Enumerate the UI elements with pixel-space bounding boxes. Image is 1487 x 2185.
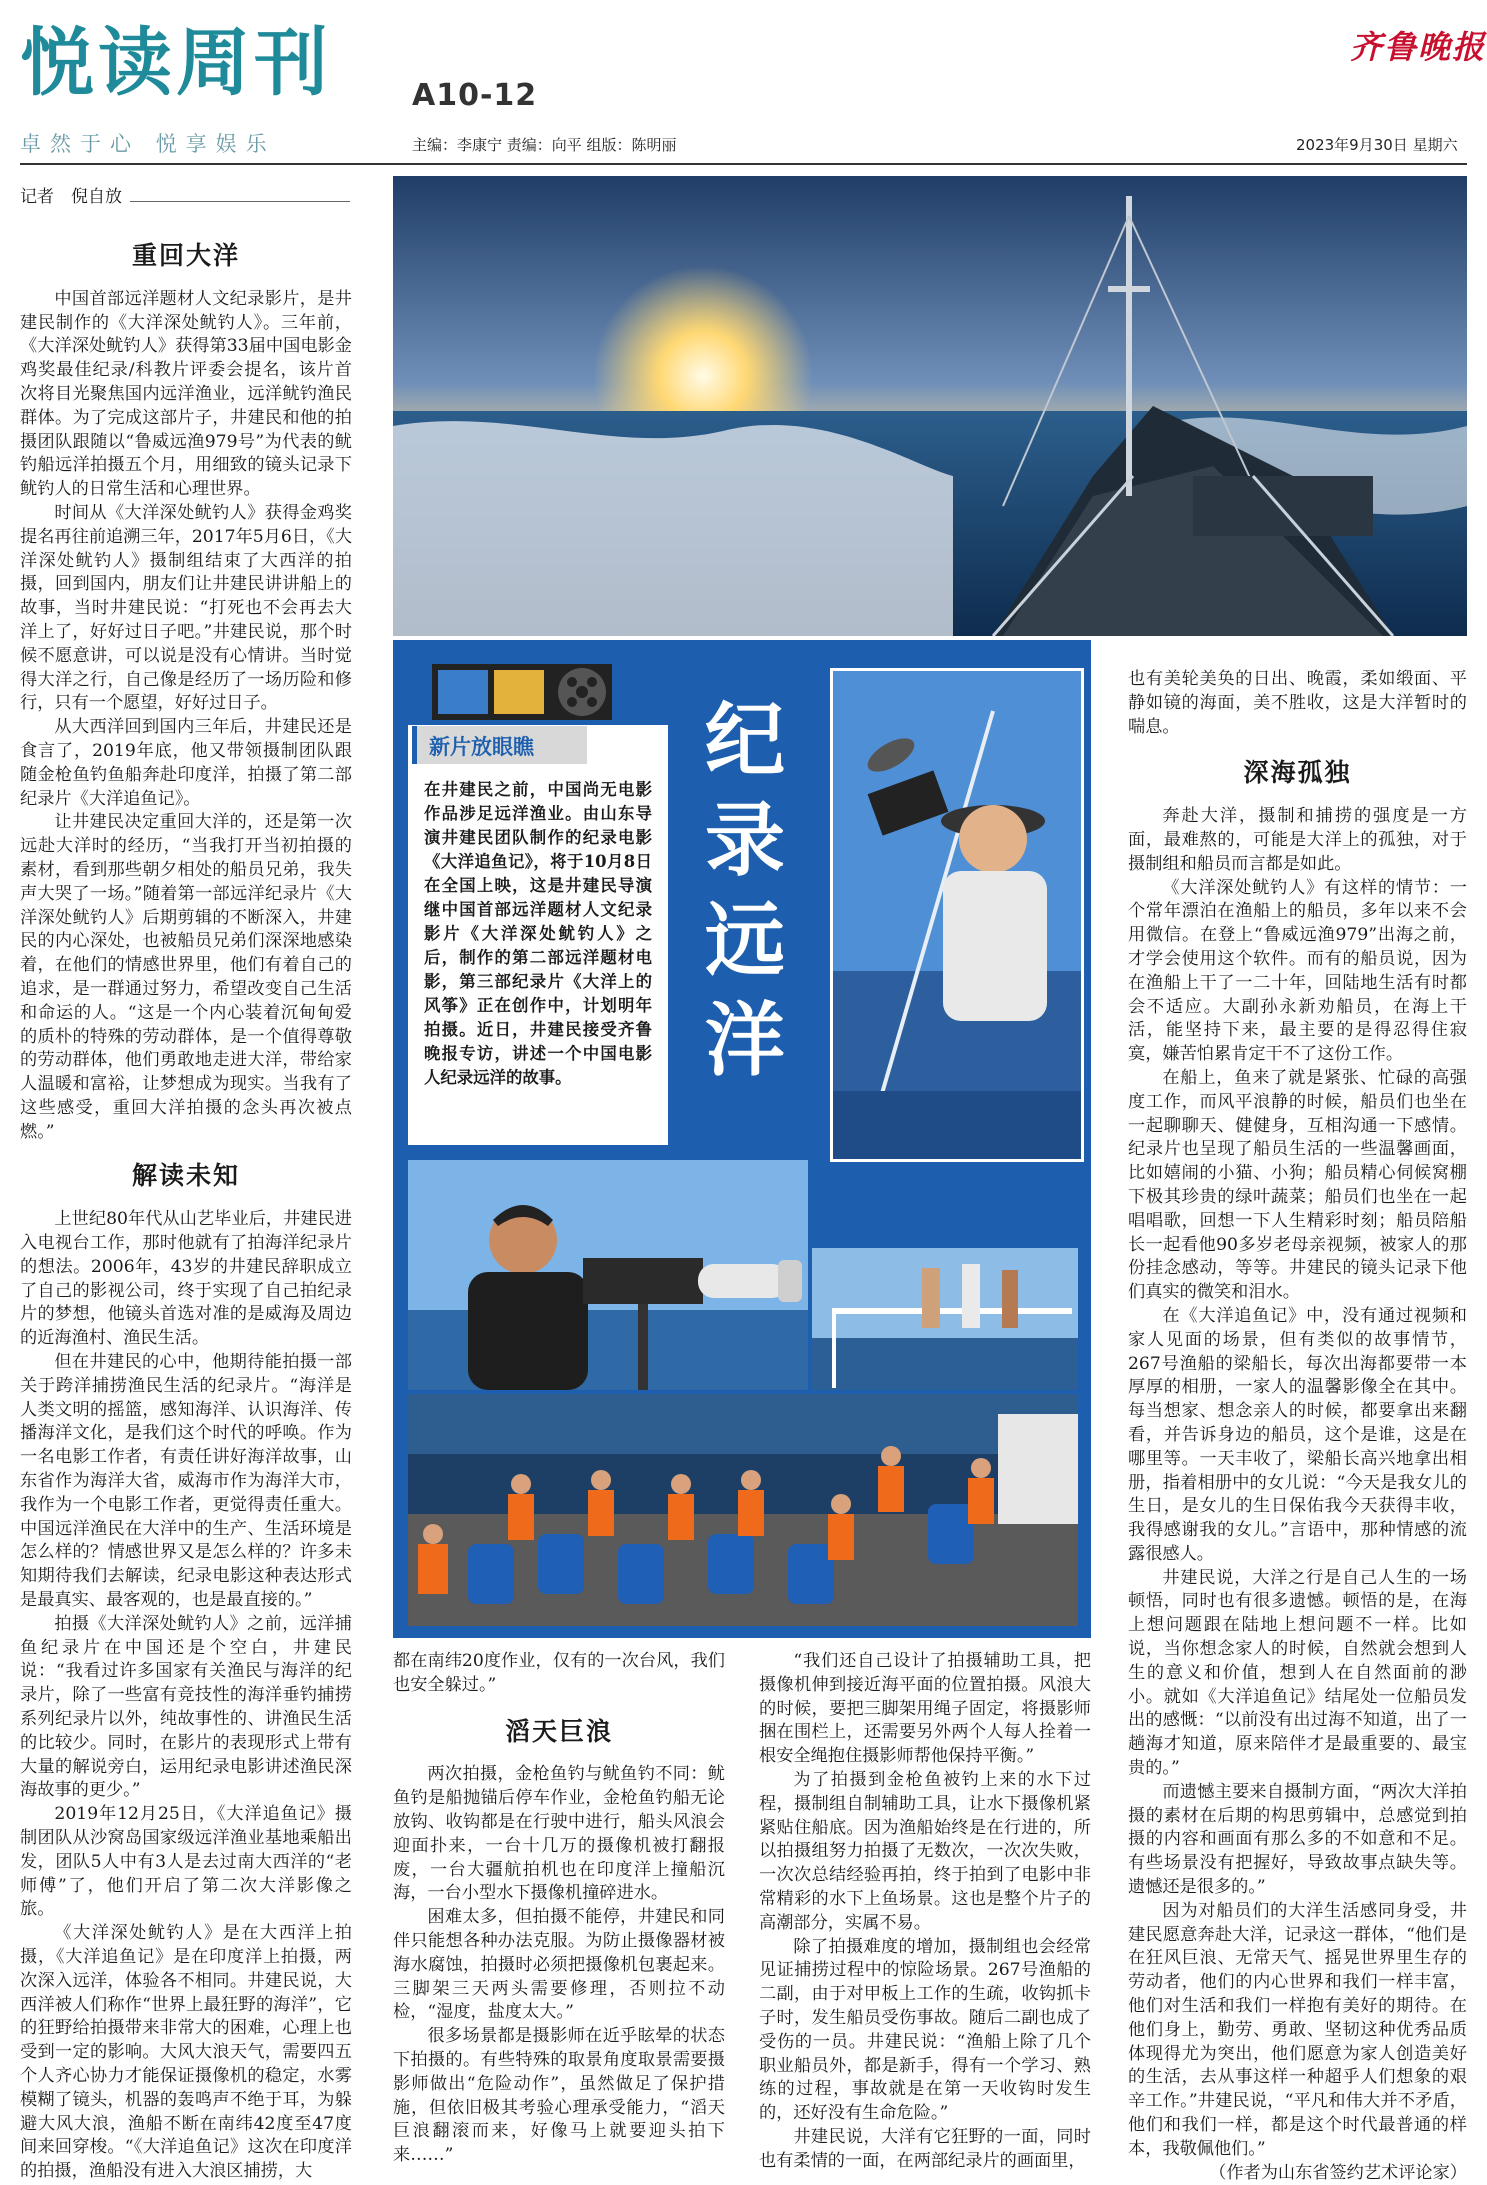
ship-bow-image — [393, 176, 1467, 636]
man-tripod-image — [408, 1160, 808, 1390]
paragraph: 拍摄《大洋深处鱿钓人》之前，远洋捕鱼纪录片在中国还是个空白，井建民说：“我看过许多国家有关渔民与海洋的纪录片，除了一些富有竞技性的海洋垂钓捕捞系列纪录片以外，纯故事性的、讲渔民生活的比较少。同时，在影片的表现形式上带有大量的解说旁白，运用纪录电影讲述渔民深海故事的更少。” — [20, 1613, 352, 1801]
paragraph: 也有美轮美奂的日出、晚霞，柔如缎面、平静如镜的海面，美不胜收，这是大洋暂时的喘息。 — [1128, 669, 1467, 737]
article-column-3 — [759, 1650, 1091, 2174]
paragraph: 因为对船员们的大洋生活感同身受，井建民愿意奔赴大洋，记录这一群体，“他们是在狂风巨浪、无常天气、摇晃世界里生存的劳动者，他们的内心世界和我们一样丰富，他们对生活和我们一样抱有美好的期待。在他们身上，勤劳、勇敢、坚韧这种优秀品质体现得尤为突出，他们愿意为家人创造美好的生活，去从事这样一种超乎人们想象的艰辛工作。”井建民说，“平凡和伟大并不矛盾，他们和我们一样，都是这个时代最普通的样本，我敬佩他们。” — [1128, 1900, 1467, 2159]
film-reel-icon — [432, 660, 612, 724]
paper-logo: 齐鲁晚报 — [1350, 28, 1487, 66]
section-heading: 解读未知 — [131, 1161, 240, 1191]
paragraph: 困难太多，但拍摄不能停，井建民和同伴只能想各种办法克服。为防止摄像器材被海水腐蚀，拍摄时必须把摄像机包裹起来。三脚架三天两头需要修理，否则拉不动检，“湿度，盐度太大。” — [393, 1907, 725, 2023]
paragraph: 都在南纬20度作业，仅有的一次台风，我们也安全躲过。” — [393, 1651, 725, 1695]
byline: 记者 倪自放 — [20, 187, 122, 207]
paragraph: 中国首部远洋题材人文纪录影片，是井建民制作的《大洋深处鱿钓人》。三年前，《大洋深处鱿钓人》获得第33届中国电影金鸡奖最佳纪录/科教片评委会提名，该片首次将目光聚焦国内远洋渔业，远洋鱿钓渔民群体。为了完成这部片子，井建民和他的拍摄团队跟随以“鲁威远渔979号”为代表的鱿钓船远洋拍摄五个月，用细致的镜头记录下鱿钓人的日常生活和心理世界。 — [20, 288, 352, 500]
page-number: A10-12 — [412, 78, 538, 113]
paragraph: 但在井建民的心中，他期待能拍摄一部关于跨洋捕捞渔民生活的纪录片。“海洋是人类文明的摇篮，感知海洋、认识海洋、传播海洋文化，是我们这个时代的呼唤。作为一名电影工作者，有责任讲好海洋故事，山东省作为海洋大省，威海市作为海洋大市，我作为一个电影工作者，更觉得责任重大。中国远洋渔民在大洋中的生产、生活环境是怎么样的？情感世界又是怎么样的？许多未知期待我们去解读，纪录电影这种表达形式是最真实、最客观的，也是最直接的。” — [20, 1352, 352, 1611]
paragraph: 在船上，鱼来了就是紧张、忙碌的高强度工作，而风平浪静的时候，船员们也坐在一起聊聊天、健健身，互相沟通一下感情。纪录片也呈现了船员生活的一些温馨画面，比如嬉闹的小猫、小狗；船员精心伺候窝棚下极其珍贵的绿叶蔬菜；船员们也坐在一起唱唱歌，回想一下人生精彩时刻；船员陪船长一起看他90多岁老母亲视频，被家人的那份挂念感动，等等。井建民的镜头记录下他们真实的微笑和泪水。 — [1128, 1067, 1467, 1303]
photo-crew-barrels — [408, 1394, 1078, 1626]
feature-big-title: 纪录远洋 — [705, 693, 785, 1087]
paragraph: “我们还自己设计了拍摄辅助工具，把摄像机伸到接近海平面的位置拍摄。风浪大的时候，要把三脚架用绳子固定，将摄影师捆在围栏上，还需要另外两个人每人拴着一根安全绳抱住摄影师帮他保持平衡。” — [759, 1651, 1091, 1767]
paragraph: 奔赴大洋，摄制和捕捞的强度是一方面，最难熬的，可能是大洋上的孤独，对于摄制组和船员而言都是如此。 — [1128, 806, 1467, 874]
crew-barrels-image — [408, 1394, 1078, 1626]
paragraph: 很多场景都是摄影师在近乎眩晕的状态下拍摄的。有些特殊的取景角度取景需要摄影师做出“危险动作”，虽然做足了保护措施，但依旧极其考验心理承受能力，“滔天巨浪翻滚而来，好像马上就要迎头拍下来……” — [393, 2026, 725, 2166]
fishermen-deck-image — [812, 1248, 1078, 1390]
paragraph: 井建民说，大洋之行是自己人生的一场顿悟，同时也有很多遗憾。顿悟的是，在海上想问题跟在陆地上想问题不一样。比如说，当你想念家人的时候，自然就会想到人生的意义和价值，想到人在自然面前的渺小。就如《大洋追鱼记》结尾处一位船员发出的感慨：“以前没有出过海不知道，出了一趟海才知道，原来陪伴才是最重要的、最宝贵的。” — [1128, 1567, 1467, 1779]
paragraph: 在《大洋追鱼记》中，没有通过视频和家人见面的场景，但有类似的故事情节，267号渔船的梁船长，每次出海都要带一本厚厚的相册，一家人的温馨影像全在其中。每当想家、想念亲人的时候，都要拿出来翻看，并告诉身边的船员，这个是谁，这是在哪里等。一天丰收了，梁船长高兴地拿出相册，指着相册中的女儿说：“今天是我女儿的生日，是女儿的生日保佑我今天获得丰收，我得感谢我的女儿。”言语中，那种情感的流露很感人。 — [1128, 1305, 1467, 1564]
section-heading: 重回大洋 — [131, 241, 240, 270]
film-strip-graphic — [432, 660, 612, 724]
section-heading: 深海孤独 — [1243, 758, 1352, 788]
photo-cameraman-hat — [830, 668, 1084, 1162]
article-column-2 — [393, 1650, 725, 2168]
paragraph: 两次拍摄，金枪鱼钓与鱿鱼钓不同：鱿鱼钓是船抛锚后停车作业，金枪鱼钓船无论放钩、收钩都是在行驶中进行，船头风浪会迎面扑来，一台十几万的摄像机被打翻报废，一台大疆航拍机也在印度洋上撞船沉海，一台小型水下摄像机撞碎进水。 — [393, 1764, 725, 1904]
paragraph: 为了拍摄到金枪鱼被钓上来的水下过程，摄制组自制辅助工具，让水下摄像机紧紧贴住船底。因为渔船始终是在行进的，所以拍摄组努力拍摄了无数次，一次次失败，一次次总结经验再拍，终于拍到了电影中非常精彩的水下上鱼场景。这也是整个片子的高潮部分，实属不易。 — [759, 1769, 1091, 1933]
paragraph: 除了拍摄难度的增加，摄制组也会经常见证捕捞过程中的惊险场景。267号渔船的二副，由于对甲板上工作的生疏，收钩抓卡子时，发生船员受伤事故。随后二副也成了受伤的一员。井建民说：“渔船上除了几个职业船员外，都是新手，得有一个学习、熟练的过程，事故就是在第一天收钩时发生的，还好没有生命危险。” — [759, 1936, 1091, 2124]
author-credit: （作者为山东省签约艺术评论家） — [1209, 2162, 1467, 2183]
article-column-4 — [1128, 668, 1467, 2185]
paragraph: 时间从《大洋深处鱿钓人》获得金鸡奖提名再往前追溯三年，2017年5月6日，《大洋深处鱿钓人》摄制组结束了大西洋的拍摄，回到国内，朋友们让井建民讲讲船上的故事，当时井建民说：“打死也不会再去大洋上了，好好过日子吧。”井建民说，那个时候不愿意讲，可以说是没有心情讲。当时觉得大洋之行，自己像是经历了一场历险和修行，只有一个愿望，好好过日子。 — [20, 502, 353, 714]
feature-label — [412, 726, 587, 764]
paragraph: 《大洋深处鱿钓人》是在大西洋上拍摄，《大洋追鱼记》是在印度洋上拍摄，两次深入远洋，体验各不相同。井建民说，大西洋被人们称作“世界上最狂野的海洋”，它的狂野给拍摄带来非常大的困难，心理上也受到一定的影响。大风大浪天气，需要四五个人齐心协力才能保证摄像机的稳定，水雾模糊了镜头，机器的轰鸣声不绝于耳，为躲避大风大浪，渔船不断在南纬42度至47度间来回穿梭。“《大洋追鱼记》这次在印度洋的拍摄，渔船没有进入大浪区捕捞，大 — [20, 1923, 352, 2182]
article-column-1 — [20, 222, 352, 2184]
paragraph: 井建民说，大洋有它狂野的一面，同时也有柔情的一面，在两部纪录片的画面里， — [759, 2126, 1091, 2171]
issue-date: 2023年9月30日 星期六 — [1296, 136, 1458, 154]
hero-photo-ship-bow — [393, 176, 1467, 636]
feature-intro-text: 在井建民之前，中国尚无电影作品涉足远洋渔业。由山东导演井建民团队制作的纪录电影《大洋追鱼记》，将于10月8日在全国上映，这是井建民导演继中国首部远洋题材人文纪录影片《大洋深处鱿钓人》之后，制作的第二部远洋题材电影，第三部纪录片《大洋上的风筝》正在创作中，计划明年拍摄。近日，井建民接受齐鲁晚报专访，讲述一个中国电影人纪录远洋的故事。 — [424, 780, 652, 1087]
editors-line: 主编：李康宁 责编：向平 组版：陈明丽 — [412, 136, 677, 154]
paragraph: 而遗憾主要来自摄制方面，“两次大洋拍摄的素材在后期的构思剪辑中，总感觉到拍摄的内容和画面有那么多的不如意和不足。有些场景没有把握好，导致故事点缺失等。遗憾还是很多的。” — [1128, 1781, 1467, 1898]
photo-fishermen-deck — [812, 1248, 1078, 1390]
paragraph: 让井建民决定重回大洋的，还是第一次远赴大洋时的经历，“当我打开当初拍摄的素材，看到那些朝夕相处的船员兄弟，我失声大哭了一场。”随着第一部远洋纪录片《大洋深处鱿钓人》后期剪辑的不断深入，井建民的内心深处，也被船员兄弟们深深地感染着，在他们的情感世界里，他们有着自己的追求，是一群通过努力，希望改变自己生活和命运的人。“这是一个内心装着沉甸甸爱的质朴的特殊的劳动群体，是一个值得尊敬的劳动群体，他们勇敢地走进大洋，带给家人温暖和富裕，让梦想成为现实。当我有了这些感受，重回大洋拍摄的念头再次被点燃。” — [20, 812, 352, 1142]
feature-label-text: 新片放眼瞧 — [429, 735, 534, 759]
paragraph: 从大西洋回到国内三年后，井建民还是食言了，2019年底，他又带领摄制团队跟随金枪鱼钓鱼船奔赴印度洋，拍摄了第二部纪录片《大洋追鱼记》。 — [20, 717, 352, 809]
byline-rule — [130, 201, 350, 202]
section-heading: 滔天巨浪 — [504, 1716, 613, 1746]
paragraph: 上世纪80年代从山艺毕业后，井建民进入电视台工作，那时他就有了拍海洋纪录片的想法。2006年，43岁的井建民辞职成立了自己的影视公司，终于实现了自己拍纪录片的梦想，他镜头首选对准的是威海及周边的近海渔村、渔民生活。 — [20, 1209, 352, 1349]
header-rule — [20, 163, 1467, 165]
masthead-title: 悦读周刊 — [20, 20, 332, 106]
paragraph: 2019年12月25日，《大洋追鱼记》摄制团队从沙窝岛国家级远洋渔业基地乘船出发，团队5人中有3人是去过南大西洋的“老师傅”了，他们开启了第二次大洋影像之旅。 — [20, 1804, 352, 1920]
masthead-slogan: 卓然于心 悦享娱乐 — [20, 132, 276, 156]
photo-man-tripod — [408, 1160, 808, 1390]
paragraph: 《大洋深处鱿钓人》有这样的情节：一个常年漂泊在渔船上的船员，多年以来不会用微信。在登上“鲁威远渔979”出海之前，才学会使用这个软件。而有的船员说，因为在渔船上干了一二十年，回陆地生活有时都会不适应。大副孙永新劝船员，在海上干活，能坚持下来，最主要的是得忍得住寂寞，嫌苦怕累肯定干不了这份工作。 — [1128, 877, 1467, 1065]
cameraman-hat-image — [833, 671, 1081, 1159]
